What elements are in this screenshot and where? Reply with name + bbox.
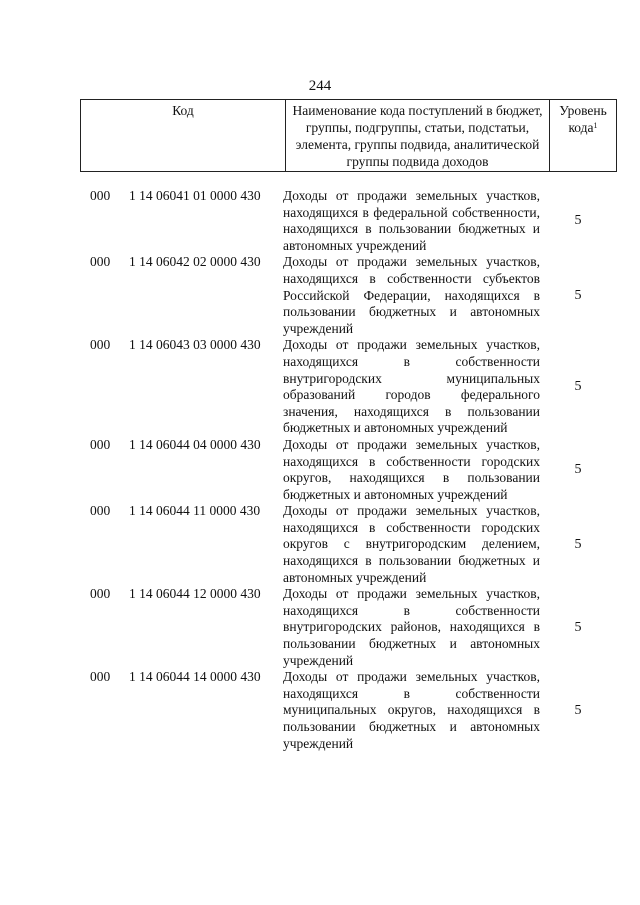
code-level: 5 (574, 536, 582, 552)
admin-code: 000 (90, 188, 111, 203)
page-number: 244 (308, 78, 332, 94)
table-row (0, 437, 640, 503)
code-description: Доходы от продажи земельных участков, находящихся в собственности субъектов Российской Федерации, находящихся в пользовании бюджетных и автономных учреждений (283, 254, 540, 336)
budget-code: 1 14 06044 14 0000 430 (129, 669, 261, 685)
header-level-label: Уровень кода (559, 103, 607, 135)
table-row (0, 586, 640, 669)
income-code-list (0, 188, 640, 752)
code-level: 5 (574, 702, 582, 718)
table-header (80, 99, 617, 172)
budget-code: 1 14 06041 01 0000 430 (129, 188, 261, 203)
admin-code: 000 (90, 669, 111, 685)
code-level: 5 (574, 287, 582, 303)
table-row (0, 503, 640, 586)
admin-code: 000 (90, 337, 111, 353)
code-description: Доходы от продажи земельных участков, находящихся в федеральной собственности, находящихся в пользовании бюджетных и автономных учреждений (283, 188, 540, 253)
code-description: Доходы от продажи земельных участков, находящихся в собственности городских округов, находящихся в пользовании бюджетных и автономных учреждений (283, 436, 540, 502)
header-name-label: Наименование кода поступлений в бюджет, группы, подгруппы, статьи, подстатьи, элемента, группы подвида, аналитической группы подвида доходов (292, 103, 543, 169)
header-code (81, 100, 286, 172)
table-row (0, 669, 640, 752)
budget-code: 1 14 06044 11 0000 430 (129, 503, 261, 519)
code-level: 5 (574, 619, 582, 635)
admin-code: 000 (90, 586, 111, 602)
code-description: Доходы от продажи земельных участков, находящихся в собственности муниципальных округов, находящихся в пользовании бюджетных и автономных учреждений (283, 669, 540, 751)
table-row (0, 337, 640, 437)
code-description: Доходы от продажи земельных участков, находящихся в собственности городских округов с внутригородским делением, находящихся в пользовании бюджетных и автономных учреждений (283, 503, 540, 585)
header-name (286, 100, 550, 172)
header-level (550, 100, 617, 172)
code-level: 5 (574, 462, 582, 478)
header-code-label: Код (172, 103, 194, 118)
table-row (0, 188, 640, 254)
budget-code: 1 14 06043 03 0000 430 (129, 337, 261, 353)
budget-code: 1 14 06042 02 0000 430 (129, 254, 261, 270)
admin-code: 000 (90, 436, 111, 452)
code-level: 5 (574, 379, 582, 395)
budget-code: 1 14 06044 04 0000 430 (129, 436, 261, 452)
code-description: Доходы от продажи земельных участков, находящихся в собственности внутригородских районов, находящихся в пользовании бюджетных и автономных учреждений (283, 586, 540, 668)
footnote-marker: 1 (593, 121, 598, 130)
admin-code: 000 (90, 503, 111, 519)
code-description: Доходы от продажи земельных участков, находящихся в собственности внутригородских муниципальных образований городов федерального значения, находящихся в пользовании бюджетных и автономных учреждений (283, 337, 540, 436)
code-level: 5 (574, 213, 582, 229)
table-row (0, 254, 640, 337)
admin-code: 000 (90, 254, 111, 270)
budget-code: 1 14 06044 12 0000 430 (129, 586, 261, 602)
